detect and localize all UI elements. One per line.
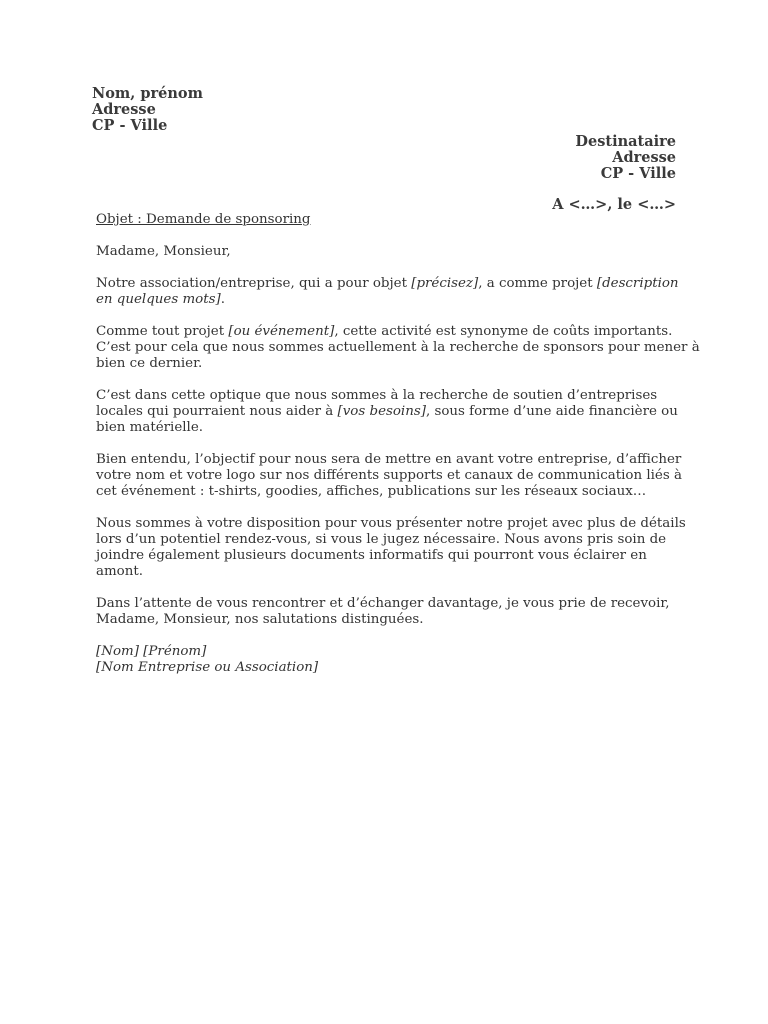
text-run: Comme tout projet	[96, 324, 229, 339]
paragraph-4	[96, 452, 682, 500]
text-run: Notre association/entreprise, qui a pour objet	[96, 276, 412, 291]
paragraph-line: Dans l’attente de vous rencontrer et d’échanger davantage, je vous prie de recevoir,	[96, 596, 670, 611]
paragraph-3	[96, 388, 676, 436]
paragraph-line: cet événement : t-shirts, goodies, affiches, publications sur les réseaux sociaux…	[96, 484, 647, 499]
letter-body	[96, 212, 700, 676]
recipient-address: Adresse	[612, 149, 676, 166]
subject-line: Objet : Demande de sponsoring	[96, 212, 311, 227]
sender-address: Adresse	[92, 101, 156, 118]
paragraph-line: amont.	[96, 564, 144, 579]
paragraph-line	[96, 324, 676, 340]
recipient-block	[575, 134, 676, 182]
recipient-city: CP - Ville	[600, 165, 676, 182]
paragraph-line: bien matérielle.	[96, 420, 204, 435]
paragraph-2	[96, 324, 700, 372]
paragraph-line: bien ce dernier.	[96, 356, 203, 371]
text-run: , a comme projet	[478, 276, 597, 291]
paragraph-1	[96, 276, 679, 308]
date-line: A <…>, le <…>	[552, 196, 676, 213]
paragraph-line: Bien entendu, l’objectif pour nous sera de mettre en avant votre entreprise, d’afficher	[96, 452, 682, 467]
paragraph-line: lors d’un potentiel rendez-vous, si vous le jugez nécessaire. Nous avons pris soin de	[96, 532, 667, 547]
placeholder-text: [vos besoins]	[337, 404, 426, 419]
paragraph-6	[96, 596, 676, 628]
paragraph-line: C’est pour cela que nous sommes actuellement à la recherche de sponsors pour mener à	[96, 340, 700, 355]
paragraph-line	[96, 292, 676, 308]
text-run: .	[220, 292, 225, 307]
text-run: locales qui pourraient nous aider à	[96, 404, 338, 419]
placeholder-text: [précisez]	[411, 276, 479, 291]
sender-city: CP - Ville	[92, 117, 168, 134]
recipient-name: Destinataire	[575, 133, 676, 150]
paragraph-line	[96, 276, 679, 292]
signature-organization: [Nom Entreprise ou Association]	[96, 660, 319, 675]
paragraph-line	[96, 404, 676, 420]
sender-block	[92, 86, 203, 134]
placeholder-text: en quelques mots]	[96, 292, 221, 307]
paragraph-line: C’est dans cette optique que nous sommes à la recherche de soutien d’entreprises	[96, 388, 658, 403]
paragraph-5	[96, 516, 686, 580]
signature-name: [Nom] [Prénom]	[96, 644, 207, 659]
placeholder-text: [description	[596, 276, 679, 291]
paragraph-line: joindre également plusieurs documents informatifs qui pourront vous éclairer en	[96, 548, 647, 563]
text-run: , cette activité est synonyme de coûts importants.	[334, 324, 673, 339]
salutation: Madame, Monsieur,	[96, 244, 231, 259]
sender-name: Nom, prénom	[92, 85, 203, 102]
paragraph-line: Madame, Monsieur, nos salutations distinguées.	[96, 612, 424, 627]
placeholder-text: [ou événement]	[228, 324, 335, 339]
paragraph-line: Nous sommes à votre disposition pour vous présenter notre projet avec plus de détails	[96, 516, 686, 531]
signature-block	[96, 644, 676, 676]
paragraph-line: votre nom et votre logo sur nos différents supports et canaux de communication liés à	[96, 468, 682, 483]
text-run: , sous forme d’une aide financière ou	[425, 404, 678, 419]
